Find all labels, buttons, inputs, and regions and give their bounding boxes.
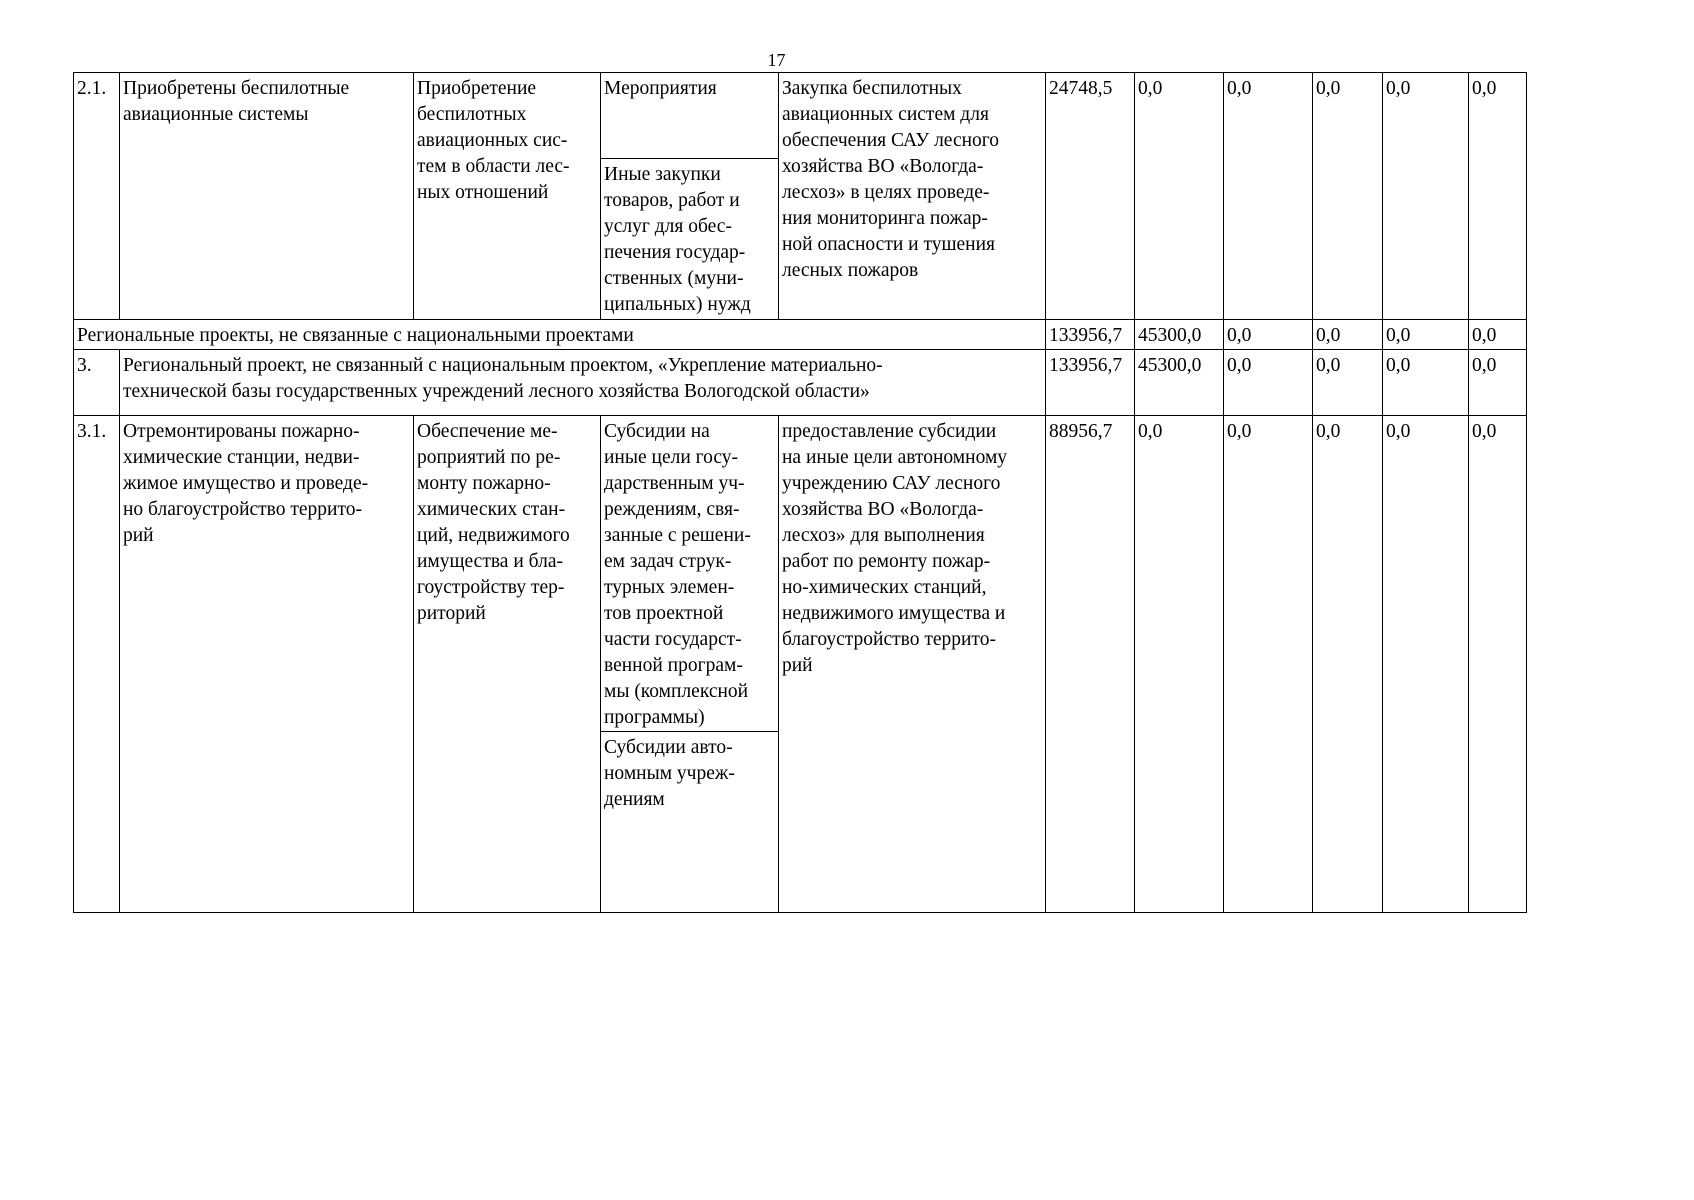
value-cell: 24748,5	[1046, 73, 1135, 320]
expense-type-cell: Иные закупки товаров, работ и услуг для обес- печения государ- ственных (муни- ципальных) нужд	[601, 159, 779, 320]
value-cell: 0,0	[1383, 416, 1469, 913]
row-number: 3.	[74, 350, 120, 416]
description-cell: предоставление субсидии на иные цели автономному учреждению САУ лесного хозяйства ВО «Вологда- лесхоз» для выполнения работ по ремонту пожар- но-химических станций, недвижимого имущества и благоустройство террито- рий	[779, 416, 1046, 913]
result-cell: Отремонтированы пожарно- химические станции, недви- жимое имущество и проведе- но благоустройство террито- рий	[120, 416, 414, 913]
value-cell: 0,0	[1469, 320, 1527, 350]
value-cell: 0,0	[1313, 73, 1383, 320]
table-row-2-1	[74, 73, 1527, 159]
value-cell: 0,0	[1383, 73, 1469, 320]
program-table	[73, 72, 1527, 913]
value-cell: 88956,7	[1046, 416, 1135, 913]
description-cell: Закупка беспилотных авиационных систем для обеспечения САУ лесного хозяйства ВО «Вологда- лесхоз» в целях проведе- ния мониторинга пожар- ной опасности и тушения лесных пожаров	[779, 73, 1046, 320]
value-cell: 0,0	[1224, 73, 1313, 320]
result-cell: Приобретены беспилотные авиационные системы	[120, 73, 414, 320]
table-row-regional-projects	[74, 320, 1527, 350]
measure-cell: Обеспечение ме- роприятий по ре- монту пожарно- химических стан- ций, недвижимого имущества и бла- гоустройству тер- риторий	[414, 416, 601, 913]
value-cell: 0,0	[1224, 350, 1313, 416]
value-cell: 0,0	[1224, 320, 1313, 350]
value-cell: 0,0	[1313, 350, 1383, 416]
expense-type-cell: Субсидии авто- номным учреж- дениям	[601, 732, 779, 913]
table-row-3-1	[74, 416, 1527, 732]
value-cell: 0,0	[1313, 416, 1383, 913]
value-cell: 133956,7	[1046, 350, 1135, 416]
value-cell: 0,0	[1135, 73, 1224, 320]
value-cell: 0,0	[1135, 416, 1224, 913]
expense-type-cell: Субсидии на иные цели госу- дарственным уч- реждениям, свя- занные с решени- ем задач струк- турных элемен- тов проектной части государст- венной програм- мы (комплексной программы)	[601, 416, 779, 732]
measure-cell: Приобретение беспилотных авиационных сис- тем в области лес- ных отношений	[414, 73, 601, 320]
value-cell: 45300,0	[1135, 350, 1224, 416]
value-cell: 0,0	[1224, 416, 1313, 913]
value-cell: 0,0	[1469, 416, 1527, 913]
value-cell: 45300,0	[1135, 320, 1224, 350]
value-cell: 133956,7	[1046, 320, 1135, 350]
page-number: 17	[767, 50, 786, 70]
expense-type-cell: Мероприятия	[601, 73, 779, 159]
row-number: 2.1.	[74, 73, 120, 320]
project-title-cell: Региональный проект, не связанный с национальным проектом, «Укрепление материально- технической базы государственных учреждений лесного хозяйства Вологодской области»	[120, 350, 1046, 416]
value-cell: 0,0	[1313, 320, 1383, 350]
value-cell: 0,0	[1383, 350, 1469, 416]
value-cell: 0,0	[1383, 320, 1469, 350]
table-row-3	[74, 350, 1527, 416]
value-cell: 0,0	[1469, 73, 1527, 320]
row-number: 3.1.	[74, 416, 120, 913]
value-cell: 0,0	[1469, 350, 1527, 416]
section-label: Региональные проекты, не связанные с национальными проектами	[74, 320, 1046, 350]
